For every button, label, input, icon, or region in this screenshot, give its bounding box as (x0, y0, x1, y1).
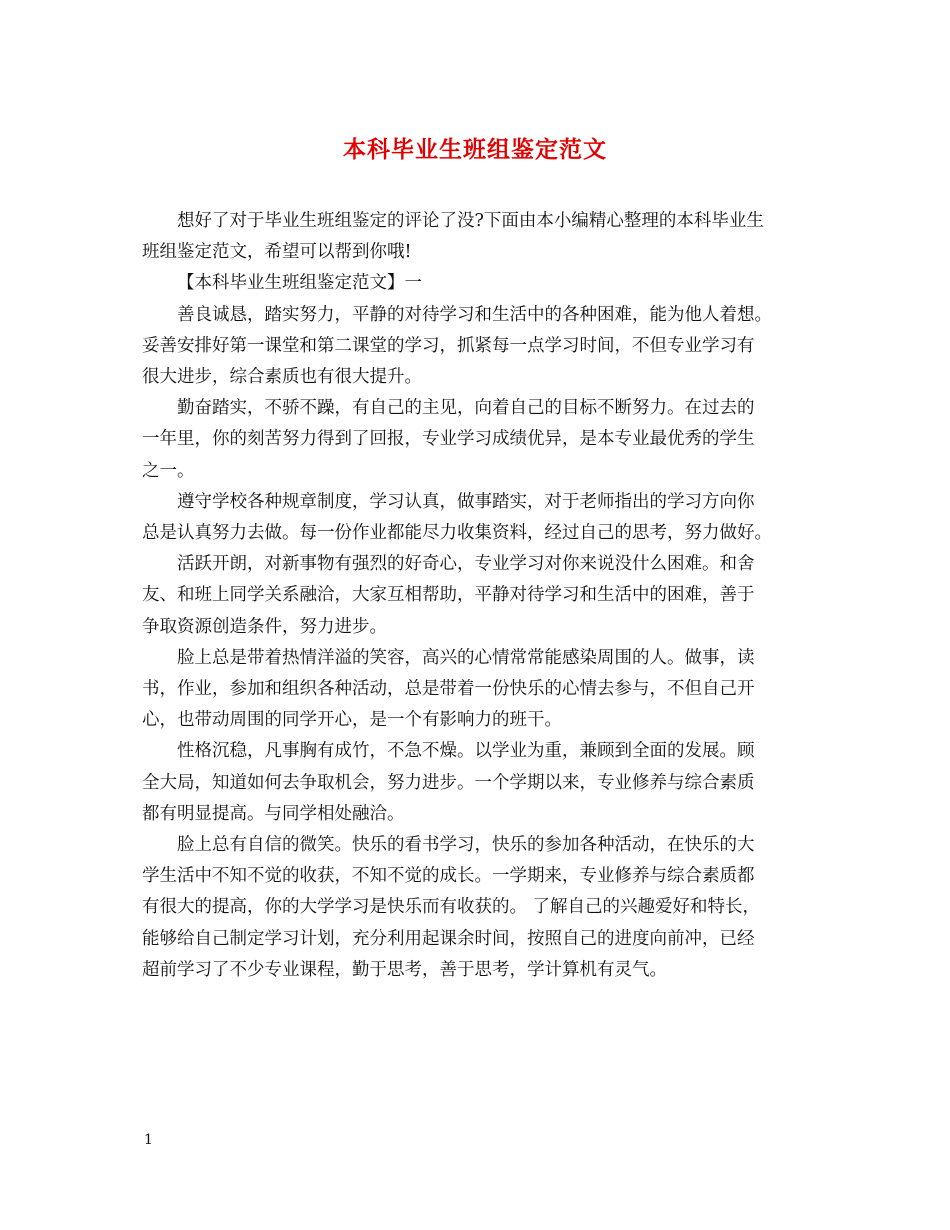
paragraph-line: 能够给自己制定学习计划，充分利用起课余时间，按照自己的进度向前冲，已经 (142, 928, 755, 949)
paragraph-line: 想好了对于毕业生班组鉴定的评论了没?下面由本小编精心整理的本科毕业生 (177, 211, 764, 231)
body-paragraph (142, 393, 810, 487)
body-paragraph (142, 830, 810, 986)
paragraph-line: 书，作业，参加和组织各种活动，总是带着一份快乐的心情去参与，不但自己开 (142, 679, 755, 700)
paragraph-line: 学生活中不知不觉的收获，不知不觉的成长。一学期来，专业修养与综合素质都 (142, 866, 755, 887)
paragraph-line: 活跃开朗，对新事物有强烈的好奇心，专业学习对你来说没什么困难。和舍 (177, 554, 755, 575)
paragraph-line: 性格沉稳，凡事胸有成竹，不急不燥。以学业为重，兼顾到全面的发展。顾 (177, 741, 755, 762)
paragraph-line: 超前学习了不少专业课程，勤于思考，善于思考，学计算机有灵气。 (142, 959, 667, 980)
body-paragraph (142, 300, 810, 394)
paragraph-line: 很大进步，综合素质也有很大提升。 (142, 367, 422, 388)
body-paragraph (142, 736, 810, 830)
paragraph-line: 班组鉴定范文，希望可以帮到你哦! (142, 242, 412, 263)
paragraph-line: 【本科毕业生班组鉴定范文】一 (177, 273, 422, 294)
paragraph-line: 勤奋踏实，不骄不躁，有自己的主见，向着自己的目标不断努力。在过去的 (177, 398, 755, 419)
body-paragraph (142, 549, 810, 643)
intro-paragraph (142, 206, 810, 268)
paragraph-line: 遵守学校各种规章制度，学习认真，做事踏实，对于老师指出的学习方向你 (177, 491, 755, 512)
paragraph-line: 有很大的提高，你的大学学习是快乐而有收获的。 了解自己的兴趣爱好和特长， (142, 897, 761, 918)
paragraph-line: 妥善安排好第一课堂和第二课堂的学习，抓紧每一点学习时间，不但专业学习有 (142, 335, 755, 356)
paragraph-line: 全大局，知道如何去争取机会，努力进步。一个学期以来，专业修养与综合素质 (142, 772, 755, 793)
paragraph-line: 脸上总有自信的微笑。快乐的看书学习，快乐的参加各种活动，在快乐的大 (177, 835, 755, 856)
document-title: 本科毕业生班组鉴定范文 (343, 136, 607, 163)
paragraph-line: 一年里，你的刻苦努力得到了回报，专业学习成绩优异，是本专业最优秀的学生 (142, 429, 755, 450)
section-heading (142, 268, 810, 299)
paragraph-line: 心，也带动周围的同学开心，是一个有影响力的班干。 (142, 710, 562, 731)
paragraph-line: 都有明显提高。与同学相处融洽。 (142, 803, 405, 824)
paragraph-line: 之一。 (142, 460, 195, 481)
paragraph-line: 争取资源创造条件，努力进步。 (142, 616, 387, 637)
paragraph-line: 总是认真努力去做。每一份作业都能尽力收集资料，经过自己的思考，努力做好。 (142, 523, 772, 544)
paragraph-line: 脸上总是带着热情洋溢的笑容，高兴的心情常常能感染周围的人。做事，读 (177, 647, 755, 668)
page-number: 1 (144, 1132, 153, 1148)
body-paragraph (142, 487, 810, 549)
paragraph-line: 友、和班上同学关系融洽，大家互相帮助，平静对待学习和生活中的困难，善于 (142, 585, 755, 606)
paragraph-line: 善良诚恳，踏实努力，平静的对待学习和生活中的各种困难，能为他人着想。 (177, 304, 772, 325)
document-body (142, 206, 810, 986)
body-paragraph (142, 643, 810, 737)
